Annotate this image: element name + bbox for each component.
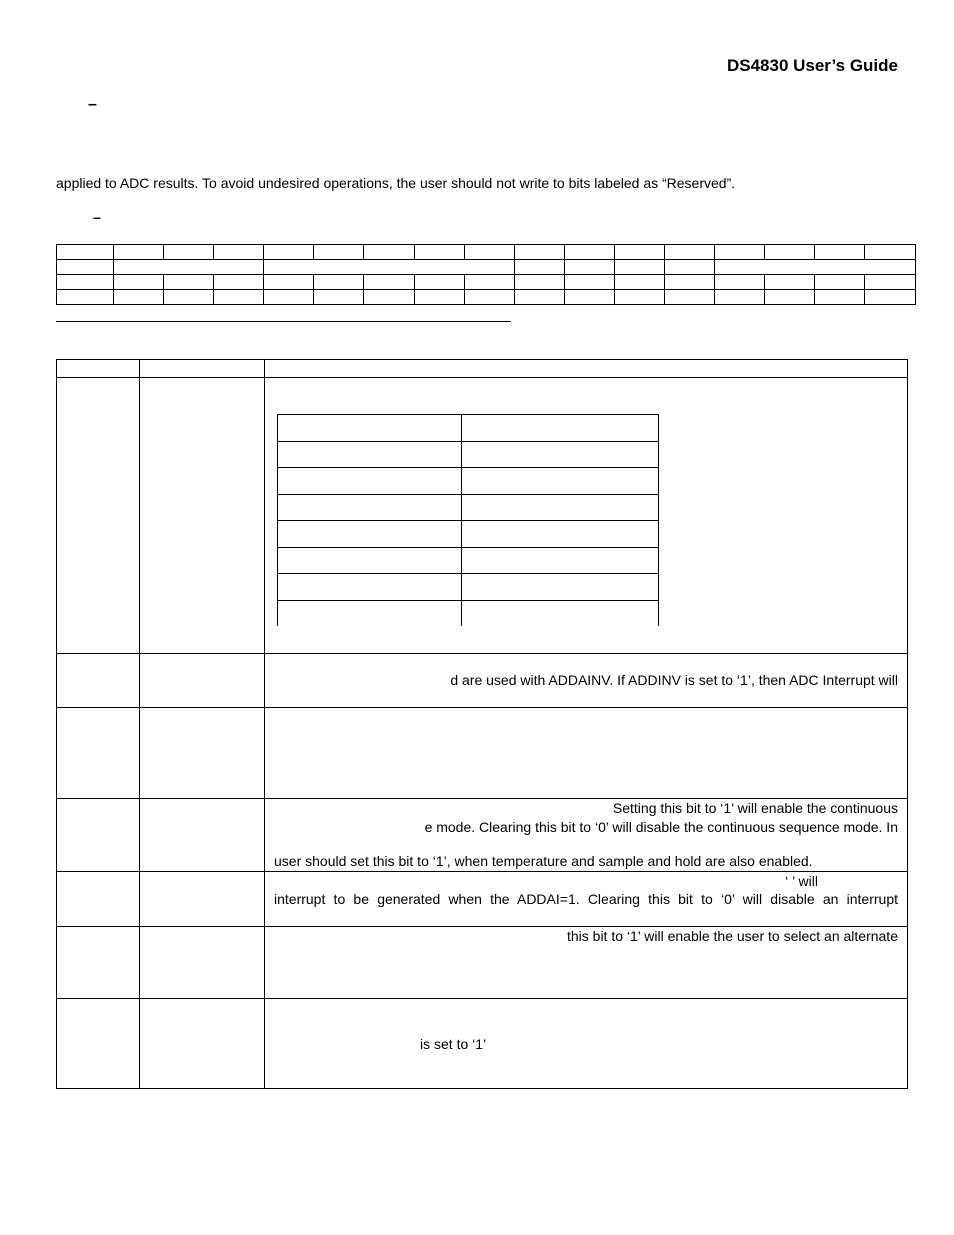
- row-description-text: user should set this bit to ‘1’, when temperature and sample and hold are also enabled.: [274, 853, 813, 869]
- row-description-text: is set to ‘1’: [420, 1036, 487, 1052]
- register-bit-table: [56, 244, 916, 305]
- table-row: [57, 872, 908, 927]
- page-header-title: DS4830 User’s Guide: [726, 56, 898, 75]
- row-description-text: Setting this bit to ‘1’ will enable the continuous: [612, 800, 898, 816]
- table-row: [278, 574, 659, 601]
- table-row: [57, 290, 916, 305]
- row-description-text: d are used with ADDAINV. If ADDINV is set to ‘1’, then ADC Interrupt will: [450, 672, 898, 688]
- divider-line: [56, 321, 511, 322]
- table-row: [57, 654, 908, 708]
- table-row: [57, 275, 916, 290]
- table-row: [57, 927, 908, 999]
- table-row: [278, 468, 659, 495]
- table-row: [57, 999, 908, 1089]
- table-caption-dash: –: [93, 209, 101, 225]
- section-heading-dash: –: [88, 96, 97, 113]
- table-row: [278, 547, 659, 574]
- intro-paragraph: applied to ADC results. To avoid undesired operations, the user should not write to bits labeled as “Reserved”.: [56, 175, 736, 191]
- row-description-text: this bit to ‘1’ will enable the user to select an alternate: [566, 928, 898, 944]
- table-row: [57, 799, 908, 872]
- table-row: [278, 441, 659, 468]
- selection-table: [277, 414, 659, 626]
- row-description-text: interrupt to be generated when the ADDAI=1. Clearing this bit to ‘0’ will disable an interrupt: [274, 891, 898, 907]
- table-row: [57, 708, 908, 799]
- table-header-row: [57, 360, 908, 378]
- row-description-text: e mode. Clearing this bit to ‘0’ will disable the continuous sequence mode. In: [424, 819, 898, 835]
- table-row: [278, 600, 659, 626]
- table-row: [57, 378, 908, 654]
- table-row: [278, 521, 659, 548]
- row-description-text: ‘ ’ will: [785, 873, 818, 889]
- table-row: [278, 415, 659, 442]
- table-row: [57, 245, 916, 260]
- table-row: [278, 494, 659, 521]
- bit-description-table: [56, 359, 908, 1089]
- table-row: [57, 260, 916, 275]
